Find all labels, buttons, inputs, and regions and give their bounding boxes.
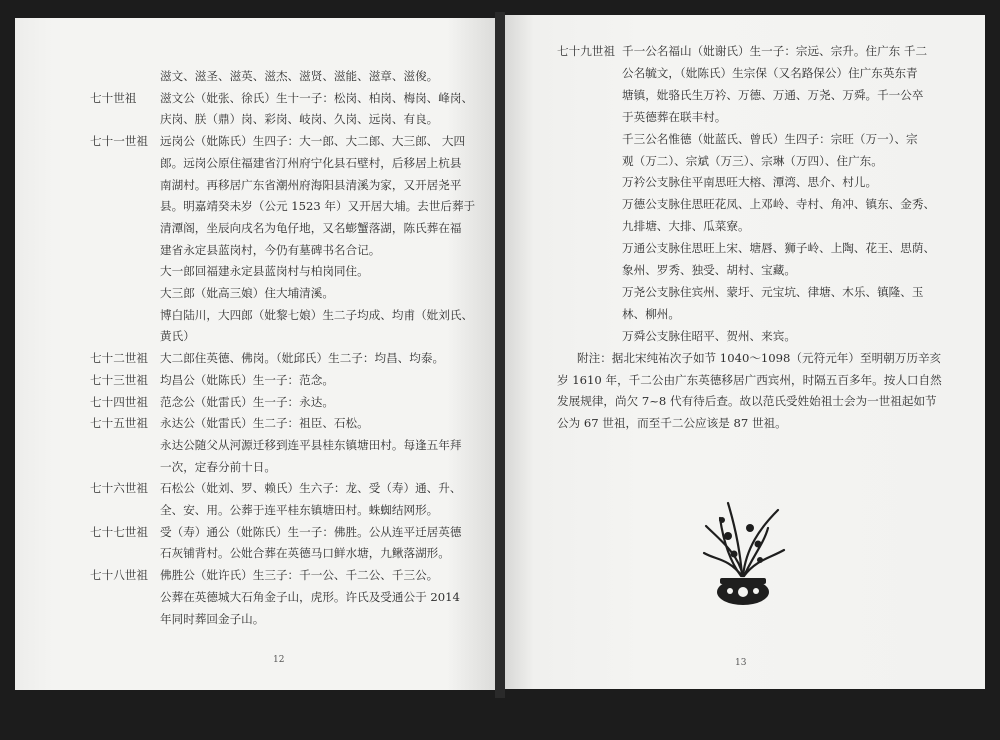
text-line: 石灰铺背村。公妣合葬在英德马口鲜水塘，九鳅落湖形。 (160, 546, 450, 561)
text-line: 郎。远岗公原住福建省汀州府宁化县石壁村，后移居上杭县 (160, 155, 462, 170)
text-line: 庆岗、朕（鼎）岗、彩岗、岐岗、久岗、远岗、有良。 (160, 112, 439, 127)
generation-label: 七十二世祖 (90, 351, 148, 366)
text-line: 观（万二）、宗斌（万三）、宗琳（万四）、住广东。 (622, 153, 883, 168)
text-line: 一次，定春分前十日。 (160, 459, 276, 474)
right-page (505, 15, 985, 689)
text-line: 九排塘、大排、瓜菜寮。 (622, 219, 750, 234)
text-line: 远岗公（妣陈氏）生四子：大一郎、大二郎、大三郎、 大四 (160, 134, 466, 149)
page-number: 13 (735, 658, 747, 668)
generation-label: 七十九世祖 (557, 44, 615, 58)
text-line: 受（寿）通公（妣陈氏）生一子：佛胜。公从连平迁居英德 (160, 524, 462, 539)
text-line: 范念公（妣雷氏）生一子：永达。 (160, 394, 334, 409)
book-spine (495, 12, 505, 698)
text-line: 建省永定县蓝岗村，今仍有墓碑书名合记。 (160, 242, 381, 257)
generation-label: 七十五世祖 (90, 416, 148, 431)
text-line: 全、安、用。公葬于连平桂东镇塘田村。蛛蜘结网形。 (160, 503, 439, 517)
generation-label: 七十八世祖 (90, 568, 148, 583)
generation-label: 七十四世祖 (90, 394, 148, 409)
text-line: 万德公支脉住思旺花凤、上邓岭、寺村、角冲、镇东、金秀、 (622, 197, 936, 212)
text-line: 佛胜公（妣许氏）生三子：千一公、千二公、千三公。 (160, 568, 439, 583)
generation-label: 七十一世祖 (90, 134, 148, 149)
text-line: 万衿公支脉住平南思旺大榕、潭湾、思介、村儿。 (622, 175, 878, 190)
text-line: 于英德葬在联丰村。 (622, 109, 727, 124)
text-line: 永达公随父从河源迁移到连平县桂东镇塘田村。每逢五年拜 (160, 437, 462, 452)
text-line: 万通公支脉住思旺上宋、塘唇、狮子岭、上陶、花王、思荫、 (622, 241, 936, 256)
note-line: 附注：据北宋纯祐次子如节 1040～1098（元符元年）至明朝万历辛亥 (577, 350, 942, 365)
generation-label: 七十世祖 (90, 90, 137, 105)
page-number: 12 (273, 655, 285, 665)
text-line: 石松公（妣刘、罗、赖氏）生六子：龙、受（寿）通、升、 (160, 481, 462, 496)
generation-label: 七十三世祖 (90, 372, 148, 387)
text-line: 林、柳州。 (622, 306, 680, 321)
text-line: 万舜公支脉住昭平、贺州、来宾。 (622, 328, 796, 343)
text-line: 均昌公（妣陈氏）生一子：范念。 (160, 372, 334, 387)
generation-label: 七十七世祖 (90, 524, 148, 539)
left-page (15, 18, 495, 690)
text-line: 年同时葬回金子山。 (160, 611, 265, 626)
text-line: 象州、罗秀、独受、胡村、宝藏。 (622, 263, 796, 277)
text-line: 滋文、滋圣、滋英、滋杰、滋贤、滋能、滋章、滋俊。 (160, 69, 439, 83)
orchid-pot-illustration (698, 498, 788, 608)
text-line: 永达公（妣雷氏）生二子：祖臣、石松。 (160, 416, 369, 431)
text-line: 万尧公支脉住宾州、蒙圩、元宝坑、律塘、木乐、镇隆、玉 (622, 284, 924, 299)
text-line: 滋文公（妣张、徐氏）生十一子：松岗、柏岗、梅岗、峰岗、 (160, 90, 474, 105)
text-line: 县。明嘉靖癸未岁（公元 1523 年）又开居大埔。去世后葬于 (160, 199, 476, 214)
text-line: 大二郎住英德、佛岗。（妣邱氏）生二子：均昌、均泰。 (160, 351, 445, 366)
text-line: 南湖村。再移居广东省潮州府海阳县清溪为家，又开居尧平 (160, 177, 462, 192)
text-line: 清潭阁，坐辰向戌名为龟仔地，又名蟛蟹落湖，陈氏葬在福 (160, 220, 462, 235)
text-line: 大三郎（妣高三娘）住大埔清溪。 (160, 286, 334, 300)
note-line: 岁 1610 年，千二公由广东英德移居广西宾州，时隔五百多年。按人口自然 (557, 372, 942, 387)
text-line: 公名毓文，（妣陈氏）生宗保（又名路保公）住广东英东青 (622, 65, 918, 80)
generation-label: 七十六世祖 (90, 481, 148, 496)
text-line: 千三公名惟德（妣蓝氏、曾氏）生四子：宗旺（万一）、宗 (622, 131, 918, 146)
text-line: 大一郎回福建永定县蓝岗村与柏岗同住。 (160, 264, 369, 279)
note-line: 发展规律，尚欠 7~8 代有待后查。故以范氏受姓始祖士会为一世祖起如节 (557, 394, 937, 409)
text-line: 千一公名福山（妣谢氏）生一子：宗远、宗升。住广东 千二 (622, 44, 928, 58)
note-line: 公为 67 世祖，而至千二公应该是 87 世祖。 (557, 416, 787, 431)
text-line: 公葬在英德城大石角金子山，虎形。许氏及受通公于 2014 (160, 589, 460, 604)
text-line: 塘镇，妣骆氏生万衿、万德、万通、万尧、万舜。千一公卒 (622, 87, 924, 102)
text-line: 黄氏） (160, 329, 195, 344)
text-line: 博白陆川，大四郎（妣黎七娘）生二子均成、均甫（妣刘氏、 (160, 307, 474, 322)
